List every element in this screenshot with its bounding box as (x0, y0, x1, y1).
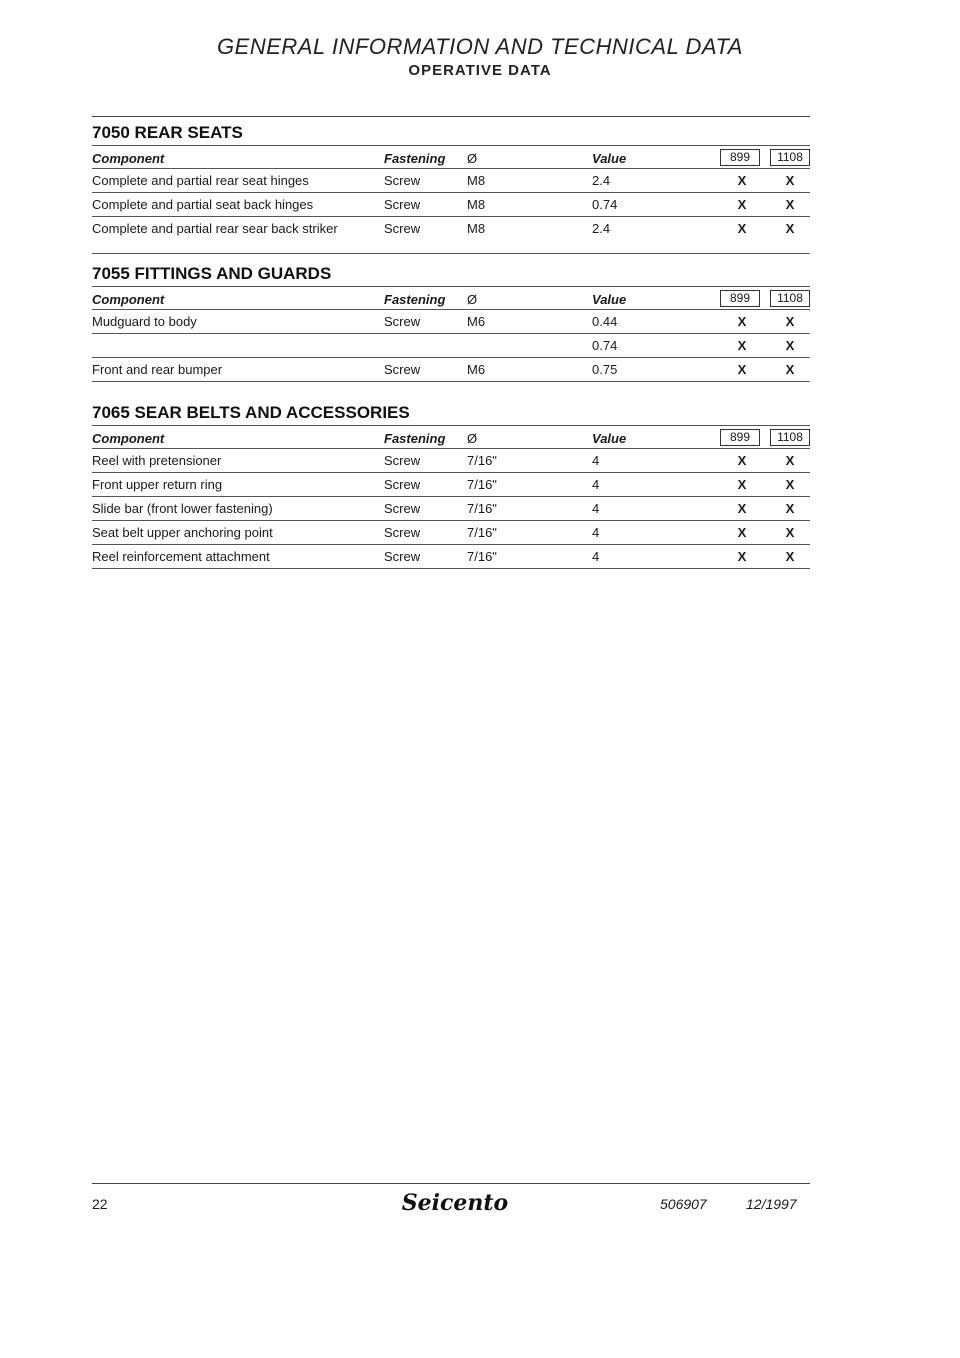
row-fastening: Screw (384, 221, 421, 236)
row-fastening: Screw (384, 314, 421, 329)
row-model-899-mark: X (737, 477, 747, 492)
row-diameter: M8 (467, 173, 486, 188)
row-model-899-mark: X (737, 362, 747, 377)
header-component: Component (92, 431, 165, 446)
row-fastening: Screw (384, 525, 421, 540)
header-fastening: Fastening (384, 151, 446, 166)
table-row (92, 169, 810, 193)
document-code: 506907 (660, 1196, 707, 1212)
row-model-1108-mark: X (785, 525, 795, 540)
row-diameter: 7/16" (467, 549, 497, 564)
brand-logo: Seicento (401, 1190, 509, 1216)
model-1108-badge: 1108 (770, 429, 810, 446)
model-1108-badge: 1108 (770, 149, 810, 166)
page-subtitle: OPERATIVE DATA (408, 62, 552, 79)
row-model-899-mark: X (737, 525, 747, 540)
row-component: Complete and partial seat back hinges (92, 197, 314, 212)
model-899-badge: 899 (720, 290, 760, 307)
page-number: 22 (92, 1196, 108, 1212)
row-model-899-mark: X (737, 338, 747, 353)
row-value: 4 (592, 549, 600, 564)
row-fastening: Screw (384, 549, 421, 564)
section-fittings-guards (92, 262, 810, 382)
header-fastening: Fastening (384, 292, 446, 307)
row-model-899-mark: X (737, 173, 747, 188)
row-fastening: Screw (384, 501, 421, 516)
row-model-899-mark: X (737, 314, 747, 329)
page-title: GENERAL INFORMATION AND TECHNICAL DATA (217, 34, 743, 59)
row-model-899-mark: X (737, 501, 747, 516)
table-row (92, 310, 810, 334)
row-component: Front upper return ring (92, 477, 223, 492)
row-value: 0.75 (592, 362, 618, 377)
row-component: Mudguard to body (92, 314, 197, 329)
row-value: 4 (592, 453, 600, 468)
table-row (92, 473, 810, 497)
row-model-1108-mark: X (785, 501, 795, 516)
table-row (92, 193, 810, 217)
table-row (92, 217, 810, 254)
row-component: Complete and partial rear seat hinges (92, 173, 309, 188)
row-model-1108-mark: X (785, 173, 795, 188)
row-value: 4 (592, 477, 600, 492)
header-component: Component (92, 151, 165, 166)
header-component: Component (92, 292, 165, 307)
section-title: 7055 FITTINGS AND GUARDS (92, 264, 332, 283)
row-component: Reel reinforcement attachment (92, 549, 270, 564)
row-model-899-mark: X (737, 197, 747, 212)
row-model-1108-mark: X (785, 362, 795, 377)
section-seat-belts (92, 401, 810, 569)
header-value: Value (592, 151, 627, 166)
header-fastening: Fastening (384, 431, 446, 446)
header-diameter: Ø (467, 151, 478, 166)
table-row (92, 545, 810, 569)
document-date: 12/1997 (746, 1196, 797, 1212)
row-model-1108-mark: X (785, 197, 795, 212)
row-component: Front and rear bumper (92, 362, 223, 377)
model-899-badge: 899 (720, 149, 760, 166)
section-title: 7050 REAR SEATS (92, 123, 243, 142)
row-diameter: 7/16" (467, 477, 497, 492)
row-fastening: Screw (384, 477, 421, 492)
row-model-1108-mark: X (785, 453, 795, 468)
table-row (92, 358, 810, 382)
row-value: 0.74 (592, 197, 618, 212)
row-model-1108-mark: X (785, 477, 795, 492)
page-header (0, 34, 960, 79)
row-value: 4 (592, 525, 600, 540)
row-value: 2.4 (592, 173, 611, 188)
row-model-899-mark: X (737, 453, 747, 468)
table-row (92, 334, 810, 358)
row-model-899-mark: X (737, 549, 747, 564)
row-fastening: Screw (384, 453, 421, 468)
section-title: 7065 SEAR BELTS AND ACCESSORIES (92, 403, 410, 422)
row-diameter: M6 (467, 362, 486, 377)
row-diameter: 7/16" (467, 501, 497, 516)
row-value: 0.74 (592, 338, 618, 353)
section-rear-seats (92, 121, 810, 254)
table-header (92, 286, 810, 310)
row-fastening: Screw (384, 173, 421, 188)
row-diameter: 7/16" (467, 453, 497, 468)
header-diameter: Ø (467, 431, 478, 446)
header-divider (92, 116, 810, 117)
row-diameter: M8 (467, 221, 486, 236)
header-diameter: Ø (467, 292, 478, 307)
row-component: Reel with pretensioner (92, 453, 222, 468)
row-value: 4 (592, 501, 600, 516)
table-header (92, 145, 810, 169)
table-row (92, 497, 810, 521)
row-value: 2.4 (592, 221, 611, 236)
table-row (92, 449, 810, 473)
row-value: 0.44 (592, 314, 618, 329)
model-899-badge: 899 (720, 429, 760, 446)
row-model-1108-mark: X (785, 549, 795, 564)
row-model-1108-mark: X (785, 221, 795, 236)
table-row (92, 521, 810, 545)
row-model-1108-mark: X (785, 314, 795, 329)
header-value: Value (592, 292, 627, 307)
row-model-899-mark: X (737, 221, 747, 236)
model-1108-badge: 1108 (770, 290, 810, 307)
row-diameter: M6 (467, 314, 486, 329)
footer-divider (92, 1183, 810, 1184)
row-component: Slide bar (front lower fastening) (92, 501, 273, 516)
table-header (92, 425, 810, 449)
header-value: Value (592, 431, 627, 446)
row-diameter: M8 (467, 197, 486, 212)
row-component: Complete and partial rear sear back striker (92, 221, 338, 236)
row-diameter: 7/16" (467, 525, 497, 540)
row-fastening: Screw (384, 362, 421, 377)
row-model-1108-mark: X (785, 338, 795, 353)
row-component: Seat belt upper anchoring point (92, 525, 273, 540)
row-fastening: Screw (384, 197, 421, 212)
